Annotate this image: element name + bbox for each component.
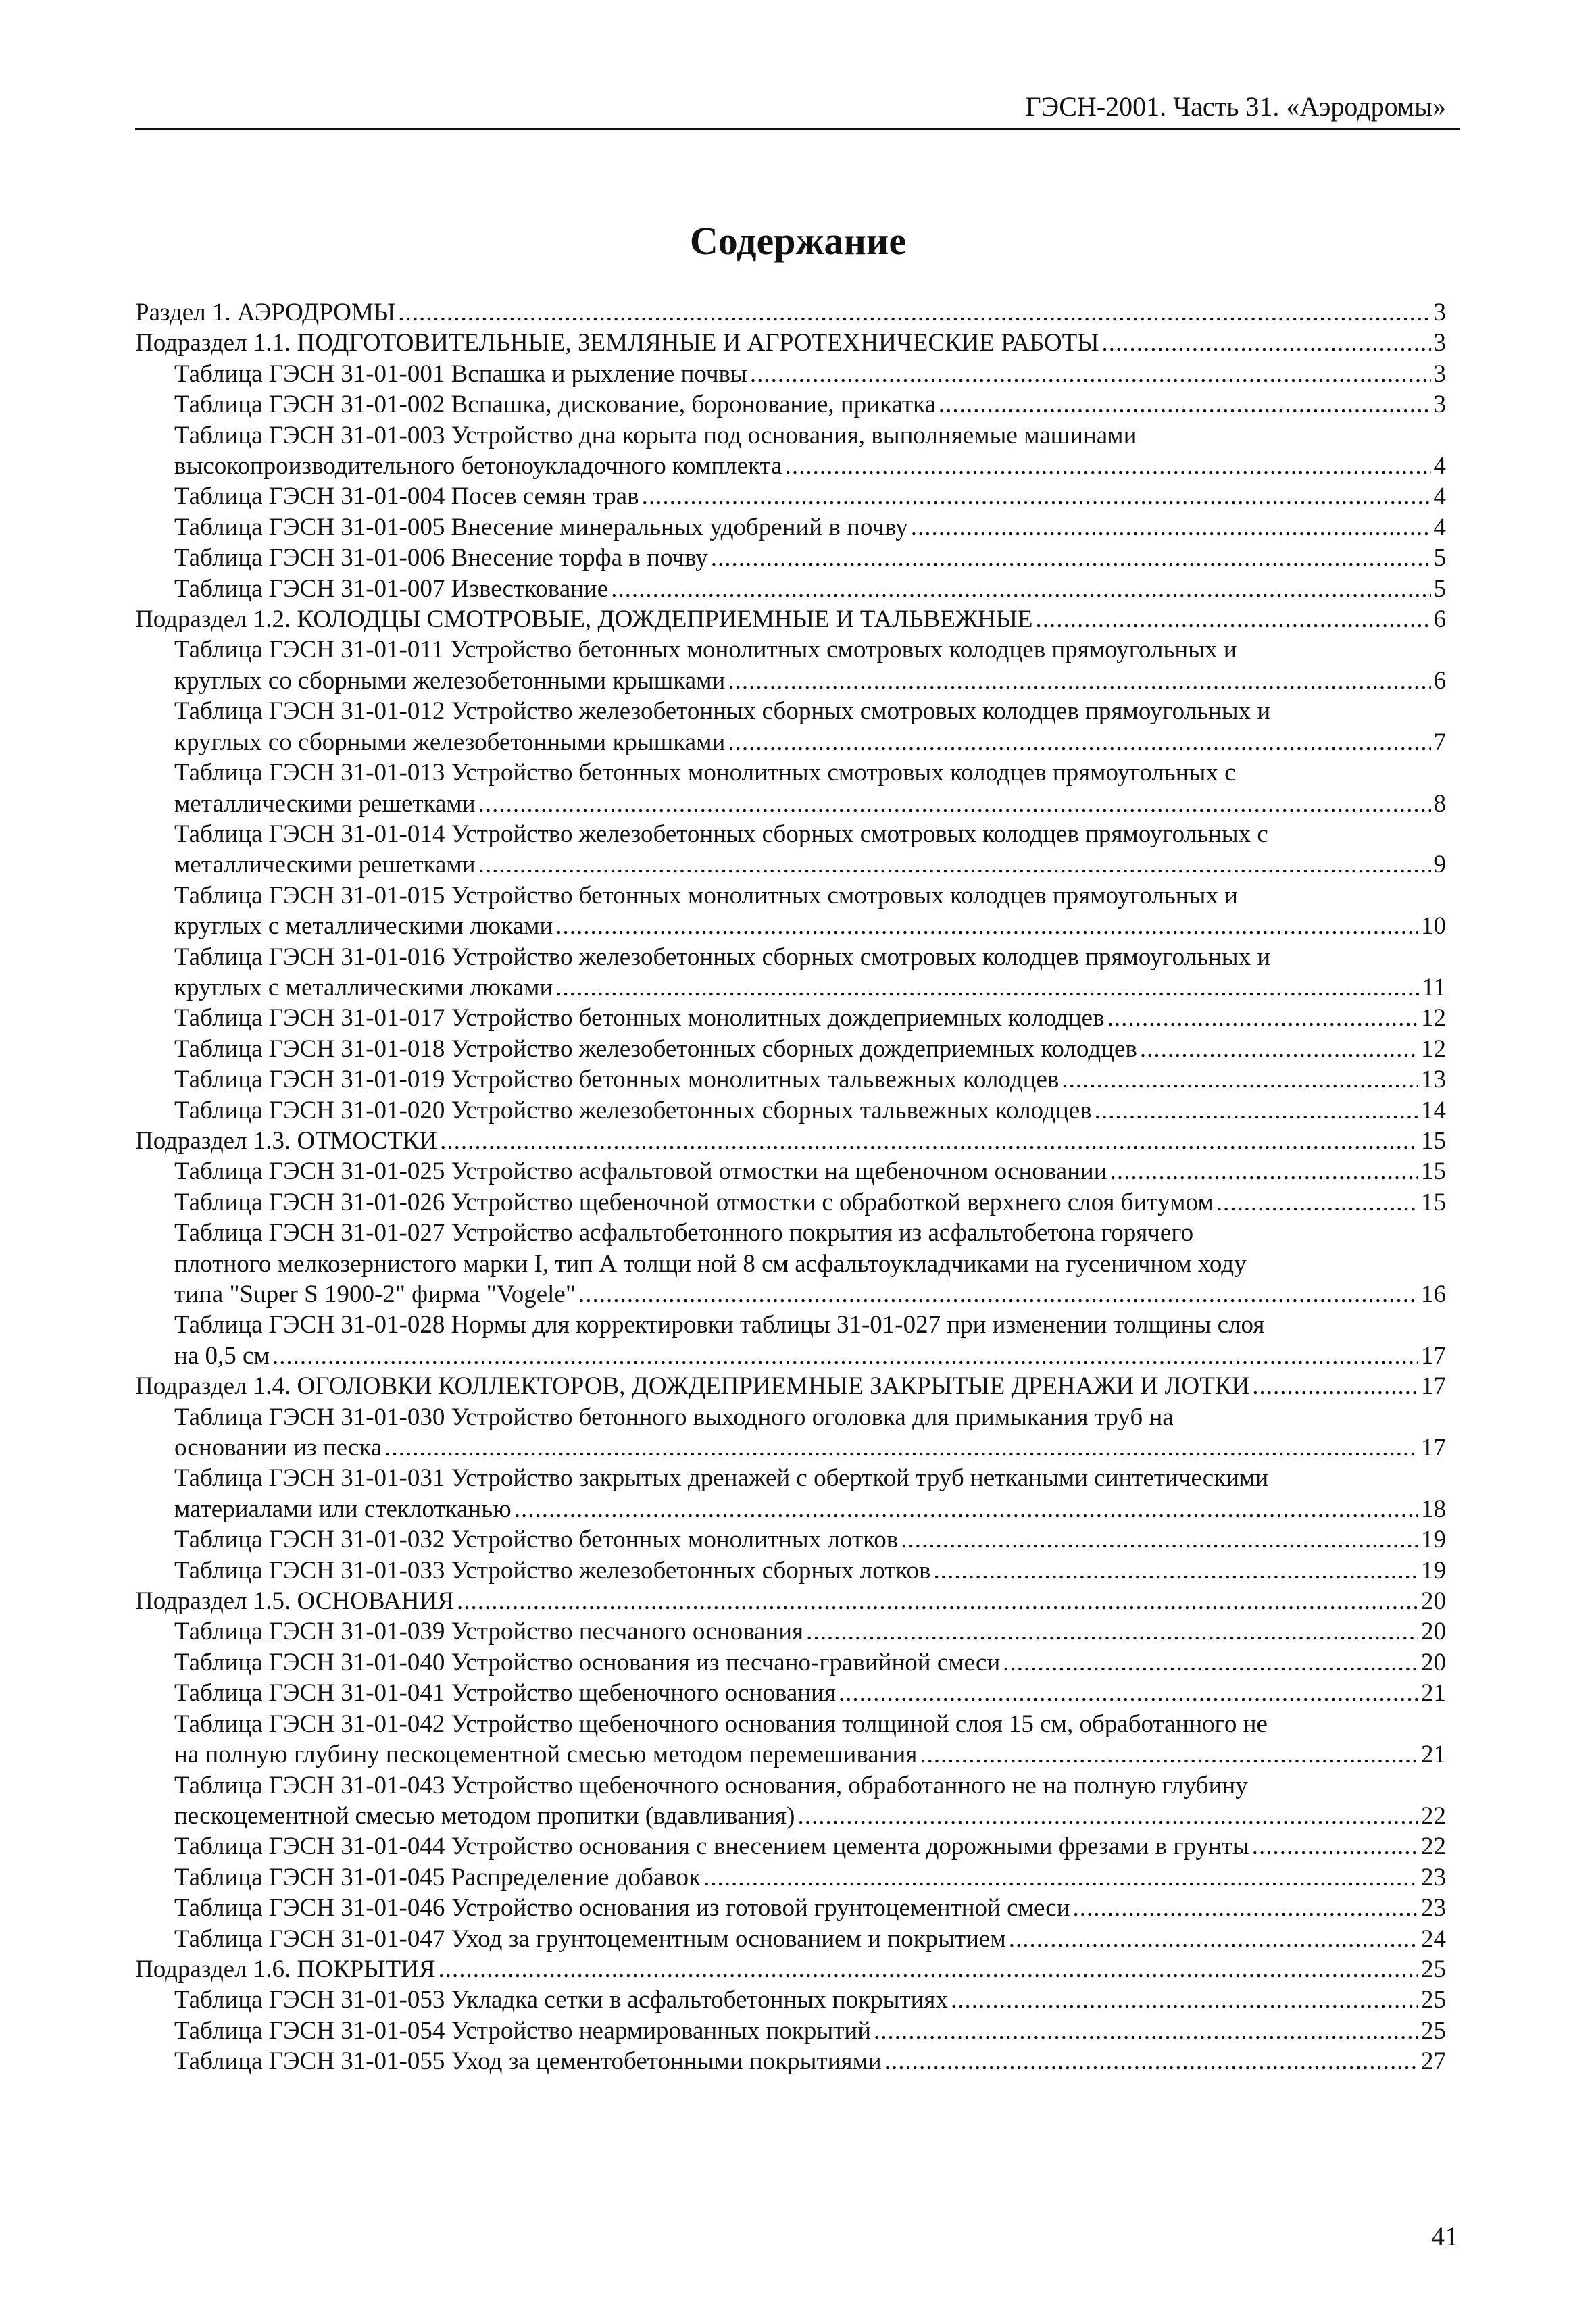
dot-leader (1003, 1647, 1418, 1678)
toc-entry-line (174, 359, 1446, 389)
toc-table-entry (135, 1770, 1446, 1832)
toc-page-number: 17 (1421, 1434, 1446, 1462)
toc-entry-line (174, 1187, 1446, 1218)
dot-leader (478, 849, 1431, 880)
toc-entry-text: металлическими решетками (174, 851, 476, 879)
dot-leader (478, 789, 1431, 819)
toc-page-number: 16 (1421, 1280, 1446, 1308)
toc-entry-text: Таблица ГЭСН 31-01-046 Устройство основания из готовой грунтоцементной смеси (174, 1894, 1070, 1922)
toc-table-entry (135, 2046, 1446, 2076)
dot-leader (1095, 1095, 1418, 1126)
toc-entry-text: Таблица ГЭСН 31-01-053 Укладка сетки в асфальтобетонных покрытиях (174, 1986, 948, 2014)
toc-page-number: 23 (1421, 1894, 1446, 1922)
toc-entry-text: Таблица ГЭСН 31-01-014 Устройство железобетонных сборных смотровых колодцев прямоугольных с (174, 820, 1268, 848)
toc-page-number: 12 (1421, 1035, 1446, 1063)
toc-table-entry (135, 1187, 1446, 1218)
toc-table-entry (135, 1555, 1446, 1586)
dot-leader (1252, 1371, 1418, 1401)
toc-table-entry (135, 1831, 1446, 1862)
toc-table-entry (135, 757, 1446, 819)
toc-page-number: 11 (1422, 973, 1446, 1001)
dot-leader (750, 359, 1431, 389)
toc-page-number: 23 (1421, 1863, 1446, 1891)
dot-leader (457, 1586, 1418, 1616)
toc-table-entry (135, 1893, 1446, 1923)
toc-entry-line (174, 2046, 1446, 2076)
toc-page-number: 15 (1421, 1158, 1446, 1186)
toc-entry-text: основании из песка (174, 1434, 382, 1462)
toc-table-entry (135, 1064, 1446, 1095)
toc-entry-text: Подраздел 1.6. ПОКРЫТИЯ (135, 1955, 436, 1983)
dot-leader (1107, 1003, 1418, 1033)
page-title: Содержание (689, 219, 907, 263)
toc-entry-line (135, 1371, 1446, 1401)
toc-entry-text: Таблица ГЭСН 31-01-002 Вспашка, дискование, боронование, прикатка (174, 391, 936, 419)
toc-entry-text: Таблица ГЭСН 31-01-001 Вспашка и рыхление почвы (174, 359, 747, 388)
toc-entry-text: Подраздел 1.3. ОТМОСТКИ (135, 1126, 438, 1155)
toc-entry-text: Таблица ГЭСН 31-01-020 Устройство железобетонных сборных тальвежных колодцев (174, 1096, 1092, 1124)
toc-entry-line (135, 1954, 1446, 1985)
toc-entry-text: Таблица ГЭСН 31-01-016 Устройство железобетонных сборных смотровых колодцев прямоугольных и (174, 943, 1271, 971)
toc-entry-line (174, 1893, 1446, 1923)
toc-entry-line (174, 1341, 1446, 1371)
toc-page-number: 9 (1433, 851, 1446, 879)
toc-page-number: 27 (1421, 2047, 1446, 2076)
toc-entry-text: типа "Super S 1900-2" фирма "Vogele" (174, 1280, 576, 1308)
toc-page-number: 20 (1421, 1618, 1446, 1646)
toc-entry-line (174, 727, 1446, 757)
toc-page-number: 17 (1421, 1372, 1446, 1401)
toc-table-entry (135, 1095, 1446, 1126)
toc-entry-line (174, 1003, 1446, 1033)
dot-leader (728, 727, 1430, 757)
toc-entry-line (135, 1586, 1446, 1616)
toc-entry-line (174, 849, 1446, 880)
toc-entry-text: Таблица ГЭСН 31-01-045 Распределение добавок (174, 1863, 701, 1891)
toc-entry-text: Таблица ГЭСН 31-01-003 Устройство дна корыта под основания, выполняемые машинами (174, 421, 1137, 449)
running-header (135, 86, 1460, 130)
toc-entry-line (174, 1156, 1446, 1187)
toc-entry-text: Таблица ГЭСН 31-01-007 Известкование (174, 574, 609, 603)
dot-leader (884, 2046, 1418, 2076)
toc-entry-text: на полную глубину пескоцементной смесью методом перемешивания (174, 1741, 918, 1769)
table-of-contents (135, 297, 1446, 2077)
toc-table-entry (135, 420, 1446, 482)
toc-page-number: 19 (1421, 1526, 1446, 1554)
toc-entry-line (174, 1739, 1446, 1770)
toc-entry-text: Таблица ГЭСН 31-01-054 Устройство неармированных покрытий (174, 2016, 872, 2045)
toc-entry-text: круглых со сборными железобетонными крышками (174, 666, 726, 695)
toc-page-number: 7 (1433, 728, 1446, 756)
toc-entry-line (174, 481, 1446, 512)
toc-entry-text: Таблица ГЭСН 31-01-039 Устройство песчаного основания (174, 1618, 804, 1646)
toc-table-entry (135, 1924, 1446, 1954)
toc-table-entry (135, 1003, 1446, 1033)
toc-entry-line (174, 1924, 1446, 1954)
toc-entry-text: Таблица ГЭСН 31-01-032 Устройство бетонных монолитных лотков (174, 1526, 899, 1554)
toc-table-entry (135, 819, 1446, 880)
toc-entry-text: на 0,5 см (174, 1341, 270, 1370)
toc-entry-line (174, 1034, 1446, 1064)
toc-entry-text: Подраздел 1.5. ОСНОВАНИЯ (135, 1587, 455, 1616)
dot-leader (1102, 328, 1431, 358)
toc-entry-line (174, 1095, 1446, 1126)
toc-page-number: 3 (1433, 359, 1446, 388)
toc-entry-line (174, 451, 1446, 481)
page-number: 41 (1431, 2221, 1458, 2251)
toc-page-number: 5 (1433, 544, 1446, 572)
toc-table-entry (135, 1034, 1446, 1064)
toc-entry-text: Таблица ГЭСН 31-01-044 Устройство основания с внесением цемента дорожными фрезами в грунты (174, 1833, 1249, 1861)
toc-entry-text: Таблица ГЭСН 31-01-027 Устройство асфальтобетонного покрытия из асфальтобетона горячего (174, 1219, 1194, 1247)
toc-section-entry (135, 1586, 1446, 1616)
dot-leader (806, 1616, 1418, 1647)
toc-entry-text: плотного мелкозернистого марки I, тип А толщи ной 8 см асфальтоукладчиками на гусеничном ходу (174, 1249, 1247, 1278)
toc-page-number: 21 (1421, 1741, 1446, 1769)
toc-table-entry (135, 1678, 1446, 1708)
toc-page-number: 3 (1433, 299, 1446, 326)
toc-entry-text: Таблица ГЭСН 31-01-006 Внесение торфа в почву (174, 544, 708, 572)
toc-entry-text: Таблица ГЭСН 31-01-013 Устройство бетонных монолитных смотровых колодцев прямоугольных с (174, 759, 1236, 787)
toc-entry-text: Таблица ГЭСН 31-01-042 Устройство щебеночного основания толщиной слоя 15 см, обработанного не (174, 1710, 1268, 1738)
toc-entry-line (174, 1524, 1446, 1555)
dot-leader (1140, 1034, 1418, 1064)
toc-page-number: 19 (1421, 1556, 1446, 1585)
toc-entry-line (174, 911, 1446, 941)
dot-leader (272, 1341, 1418, 1371)
toc-entry-line (174, 1064, 1446, 1095)
toc-table-entry (135, 1463, 1446, 1524)
dot-leader (1036, 604, 1431, 634)
toc-table-entry (135, 1709, 1446, 1770)
toc-section-entry (135, 297, 1446, 328)
toc-table-entry (135, 1218, 1446, 1310)
toc-table-entry (135, 481, 1446, 512)
toc-entry-text: Таблица ГЭСН 31-01-025 Устройство асфальтовой отмостки на щебеночном основании (174, 1158, 1107, 1186)
toc-entry-line (174, 389, 1446, 420)
toc-page-number: 4 (1433, 452, 1446, 480)
toc-table-entry (135, 2016, 1446, 2046)
toc-entry-line (174, 1831, 1446, 1862)
toc-entry-text: Таблица ГЭСН 31-01-028 Нормы для корректировки таблицы 31-01-027 при изменении толщины слоя (174, 1311, 1265, 1339)
toc-entry-line (174, 1433, 1446, 1463)
toc-entry-line (174, 1616, 1446, 1647)
toc-entry-line (174, 1985, 1446, 2015)
toc-entry-text: Таблица ГЭСН 31-01-043 Устройство щебеночного основания, обработанного не на полную глубину (174, 1771, 1248, 1799)
toc-table-entry (135, 1402, 1446, 1464)
toc-entry-text: Подраздел 1.1. ПОДГОТОВИТЕЛЬНЫЕ, ЗЕМЛЯНЫЕ И АГРОТЕХНИЧЕСКИЕ РАБОТЫ (135, 329, 1099, 357)
toc-page-number: 20 (1421, 1648, 1446, 1676)
dot-leader (384, 1433, 1418, 1463)
toc-entry-line (135, 328, 1446, 358)
toc-table-entry (135, 1647, 1446, 1678)
toc-table-entry (135, 942, 1446, 1003)
toc-page-number: 13 (1421, 1066, 1446, 1094)
toc-table-entry (135, 1985, 1446, 2015)
dot-leader (1252, 1831, 1418, 1862)
toc-table-entry (135, 359, 1446, 389)
dot-leader (874, 2016, 1418, 2046)
toc-entry-line (174, 1555, 1446, 1586)
toc-entry-line (174, 574, 1446, 604)
dot-leader (1110, 1156, 1418, 1187)
toc-entry-line (174, 1678, 1446, 1708)
dot-leader (785, 451, 1431, 481)
toc-page-number: 5 (1433, 574, 1446, 603)
toc-section-entry (135, 1126, 1446, 1156)
toc-entry-line (174, 1862, 1446, 1893)
toc-page-number: 25 (1421, 2016, 1446, 2045)
toc-entry-text: Таблица ГЭСН 31-01-005 Внесение минеральных удобрений в почву (174, 513, 908, 541)
dot-leader (555, 911, 1418, 941)
toc-page-number: 4 (1433, 482, 1446, 511)
toc-table-entry (135, 543, 1446, 573)
toc-entry-text: Таблица ГЭСН 31-01-017 Устройство бетонных монолитных дождеприемных колодцев (174, 1004, 1105, 1032)
toc-entry-text: Таблица ГЭСН 31-01-004 Посев семян трав (174, 482, 639, 511)
dot-leader (578, 1279, 1418, 1310)
dot-leader (911, 512, 1431, 543)
toc-entry-text: Таблица ГЭСН 31-01-018 Устройство железобетонных сборных дождеприемных колодцев (174, 1035, 1137, 1063)
toc-table-entry (135, 512, 1446, 543)
dot-leader (797, 1801, 1418, 1831)
toc-entry-text: Таблица ГЭСН 31-01-047 Уход за грунтоцементным основанием и покрытием (174, 1924, 1006, 1953)
dot-leader (703, 1862, 1418, 1893)
toc-entry-text: пескоцементной смесью методом пропитки (вдавливания) (174, 1801, 795, 1830)
dot-leader (839, 1678, 1418, 1708)
toc-entry-text: Таблица ГЭСН 31-01-019 Устройство бетонных монолитных тальвежных колодцев (174, 1066, 1059, 1094)
toc-entry-text: высокопроизводительного бетоноукладочного комплекта (174, 452, 782, 480)
toc-table-entry (135, 880, 1446, 942)
dot-leader (1073, 1893, 1418, 1923)
toc-entry-line (174, 1647, 1446, 1678)
toc-page-number: 4 (1433, 513, 1446, 541)
toc-entry-text: Таблица ГЭСН 31-01-033 Устройство железобетонных сборных лотков (174, 1556, 931, 1585)
dot-leader (711, 543, 1431, 573)
toc-page-number: 22 (1421, 1833, 1446, 1861)
toc-entry-line (174, 1494, 1446, 1524)
toc-page-number: 18 (1421, 1495, 1446, 1523)
toc-page-number: 24 (1421, 1924, 1446, 1953)
toc-section-entry (135, 1954, 1446, 1985)
toc-page-number: 20 (1421, 1587, 1446, 1616)
toc-entry-line (135, 604, 1446, 634)
toc-entry-text: Таблица ГЭСН 31-01-040 Устройство основания из песчано-гравийной смеси (174, 1648, 1001, 1676)
dot-leader (933, 1555, 1418, 1586)
toc-page-number: 14 (1421, 1096, 1446, 1124)
toc-entry-line (174, 666, 1446, 696)
toc-entry-line (174, 543, 1446, 573)
toc-entry-text: Подраздел 1.4. ОГОЛОВКИ КОЛЛЕКТОРОВ, ДОЖДЕПРИЕМНЫЕ ЗАКРЫТЫЕ ДРЕНАЖИ И ЛОТКИ (135, 1372, 1250, 1401)
toc-page-number: 6 (1433, 605, 1446, 634)
dot-leader (398, 297, 1430, 328)
dot-leader (642, 481, 1431, 512)
toc-page-number: 12 (1421, 1004, 1446, 1032)
toc-page-number: 21 (1421, 1679, 1446, 1708)
dot-leader (440, 1126, 1418, 1156)
toc-entry-text: Таблица ГЭСН 31-01-015 Устройство бетонных монолитных смотровых колодцев прямоугольных и (174, 881, 1238, 910)
toc-entry-text: металлическими решетками (174, 789, 476, 818)
toc-table-entry (135, 1310, 1446, 1371)
toc-entry-line (135, 297, 1446, 328)
toc-entry-line (135, 1126, 1446, 1156)
dot-leader (728, 666, 1430, 696)
toc-table-entry (135, 1156, 1446, 1187)
dot-leader (1009, 1924, 1418, 1954)
toc-page-number: 8 (1433, 789, 1446, 818)
toc-entry-line (174, 2016, 1446, 2046)
toc-table-entry (135, 696, 1446, 757)
toc-page-number: 25 (1421, 1955, 1446, 1983)
toc-page-number: 10 (1421, 912, 1446, 941)
toc-entry-text: Таблица ГЭСН 31-01-026 Устройство щебеночной отмостки с обработкой верхнего слоя битумом (174, 1188, 1214, 1216)
dot-leader (439, 1954, 1418, 1985)
toc-section-entry (135, 604, 1446, 634)
dot-leader (939, 389, 1431, 420)
toc-page-number: 25 (1421, 1986, 1446, 2014)
toc-page-number: 6 (1433, 666, 1446, 695)
toc-page-number: 15 (1421, 1126, 1446, 1155)
dot-leader (1062, 1064, 1418, 1095)
toc-table-entry (135, 1524, 1446, 1555)
dot-leader (514, 1494, 1418, 1524)
toc-page-number: 3 (1433, 329, 1446, 357)
header-text: ГЭСН-2001. Часть 31. «Аэродромы» (1025, 91, 1446, 122)
toc-entry-text: круглых с металлическими люками (174, 912, 553, 941)
toc-table-entry (135, 389, 1446, 420)
dot-leader (611, 574, 1430, 604)
toc-entry-text: Таблица ГЭСН 31-01-031 Устройство закрытых дренажей с оберткой труб неткаными синтетическими (174, 1464, 1269, 1493)
toc-entry-text: Таблица ГЭСН 31-01-012 Устройство железобетонных сборных смотровых колодцев прямоугольных и (174, 697, 1271, 726)
toc-entry-text: Таблица ГЭСН 31-01-030 Устройство бетонного выходного оголовка для примыкания труб на (174, 1403, 1174, 1431)
dot-leader (951, 1985, 1418, 2015)
dot-leader (901, 1524, 1418, 1555)
toc-table-entry (135, 634, 1446, 696)
toc-entry-text: Таблица ГЭСН 31-01-055 Уход за цементобетонными покрытиями (174, 2047, 882, 2076)
toc-entry-line (174, 972, 1446, 1003)
toc-entry-text: материалами или стеклотканью (174, 1495, 512, 1523)
toc-entry-text: круглых с металлическими люками (174, 973, 553, 1001)
toc-section-entry (135, 1371, 1446, 1401)
toc-entry-line (174, 1279, 1446, 1310)
toc-page-number: 22 (1421, 1801, 1446, 1830)
toc-page-number: 15 (1421, 1188, 1446, 1216)
toc-page-number: 3 (1433, 391, 1446, 419)
toc-entry-text: Таблица ГЭСН 31-01-041 Устройство щебеночного основания (174, 1679, 836, 1708)
toc-table-entry (135, 1862, 1446, 1893)
toc-table-entry (135, 574, 1446, 604)
toc-entry-line (174, 1801, 1446, 1831)
toc-entry-text: Раздел 1. АЭРОДРОМЫ (135, 299, 396, 326)
toc-entry-text: Подраздел 1.2. КОЛОДЦЫ СМОТРОВЫЕ, ДОЖДЕПРИЕМНЫЕ И ТАЛЬВЕЖНЫЕ (135, 605, 1033, 634)
toc-entry-text: круглых со сборными железобетонными крышками (174, 728, 726, 756)
toc-page-number: 17 (1421, 1341, 1446, 1370)
dot-leader (555, 972, 1419, 1003)
toc-entry-line (174, 789, 1446, 819)
toc-entry-line (174, 512, 1446, 543)
dot-leader (920, 1739, 1418, 1770)
dot-leader (1216, 1187, 1418, 1218)
toc-entry-text: Таблица ГЭСН 31-01-011 Устройство бетонных монолитных смотровых колодцев прямоугольных и (174, 636, 1237, 664)
toc-table-entry (135, 1616, 1446, 1647)
toc-section-entry (135, 328, 1446, 358)
